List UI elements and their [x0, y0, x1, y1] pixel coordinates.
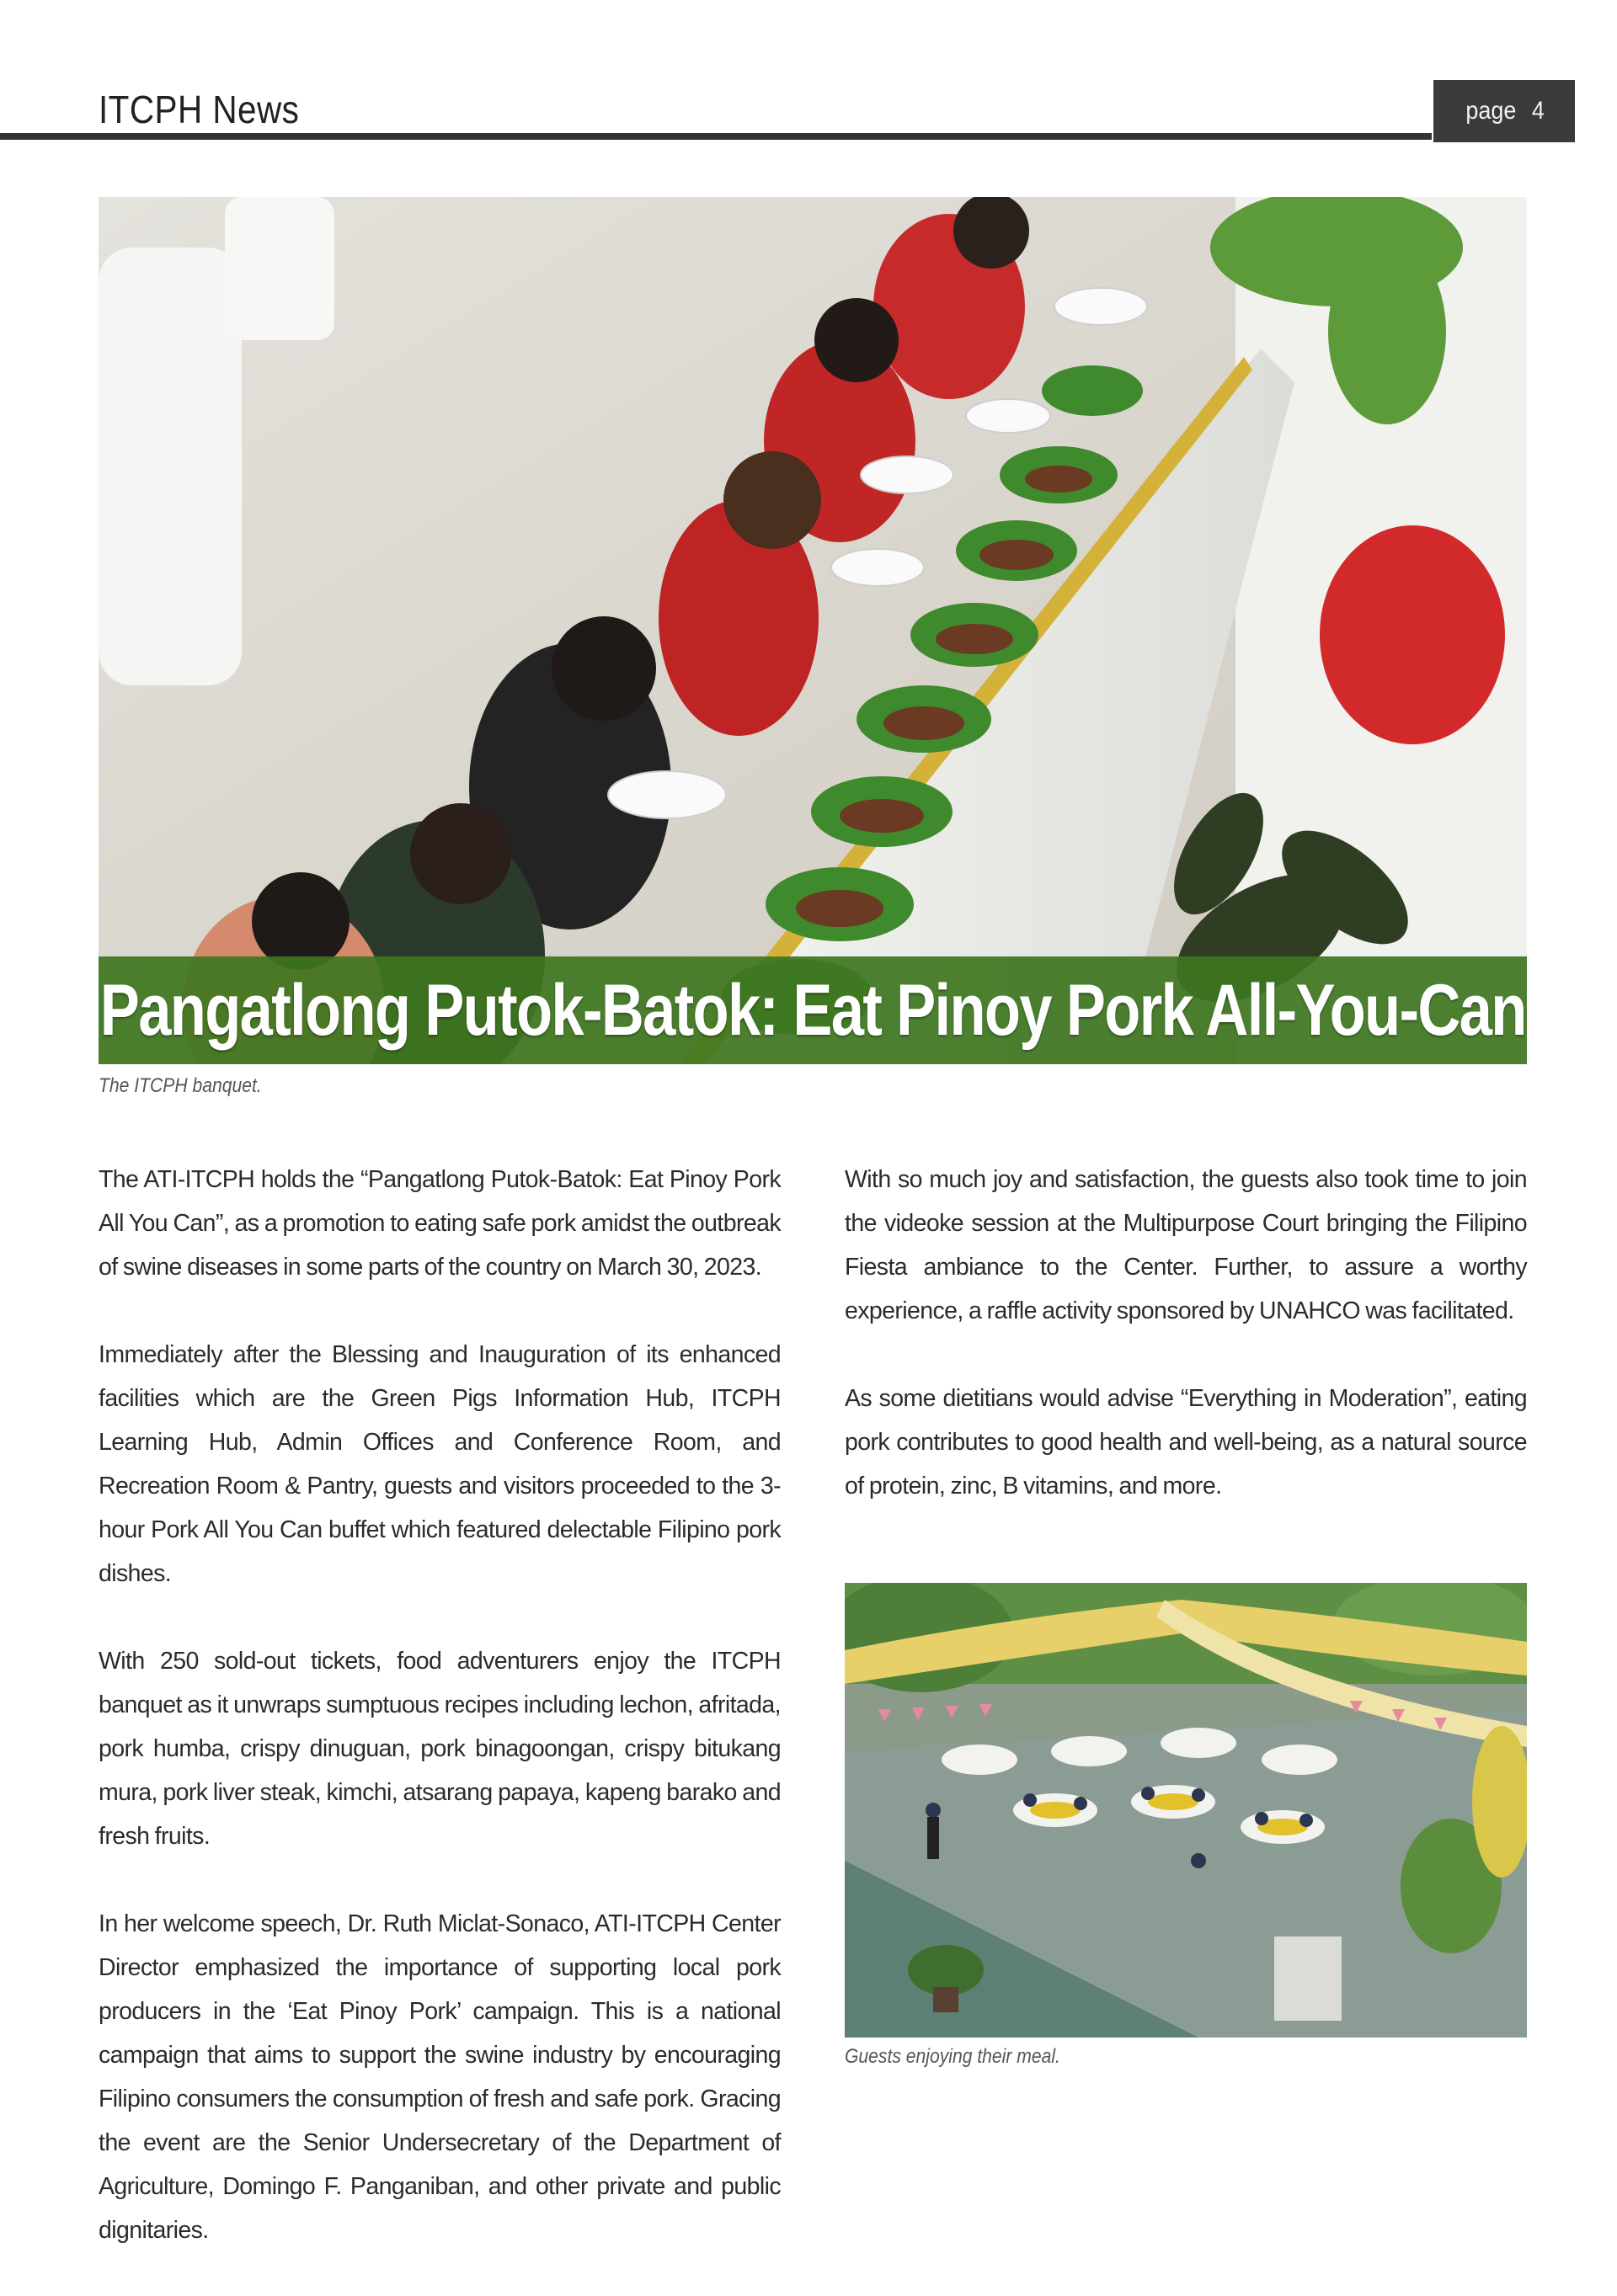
- hero-caption: The ITCPH banquet.: [99, 1074, 262, 1097]
- photo-guests-illustration: [845, 1583, 1527, 2038]
- paragraph: With so much joy and satisfaction, the guests also took time to join the videoke session at the Multipurpose Court bringing the Filipino Fiesta ambiance to the Center. Further, to assure a worthy experience, a raffle activity sponsored by UNAHCO was facilitated.: [845, 1166, 1527, 1324]
- article-left-column: [99, 1158, 781, 2296]
- paragraph: Immediately after the Blessing and Inauguration of its enhanced facilities which are the Green Pigs Information Hub, ITCPH Learning Hub, Admin Offices and Conference Room, and Recreation Room & Pantry, guests and visitors proceeded to the 3-hour Pork All You Can buffet which featured delectable Filipino pork dishes.: [99, 1341, 781, 1587]
- paragraph: With 250 sold-out tickets, food adventurers enjoy the ITCPH banquet as it unwraps sumptuous recipes including lechon, afritada, pork humba, crispy dinuguan, pork binagoongan, crispy bitukang mura, pork liver steak, kimchi, atsarang papaya, kapeng barako and fresh fruits.: [99, 1648, 781, 1850]
- newsletter-title: ITCPH News: [99, 88, 300, 131]
- article-right-column: [845, 1158, 1527, 1552]
- paragraph: As some dietitians would advise “Everything in Moderation”, eating pork contributes to good health and well-being, as a natural source of protein, zinc, B vitamins, and more.: [845, 1385, 1527, 1500]
- page-number: 4: [1531, 97, 1545, 125]
- photo-guests-dining: [845, 1583, 1527, 2038]
- headline-banner: [99, 956, 1527, 1064]
- photo2-caption: Guests enjoying their meal.: [845, 2045, 1060, 2068]
- hero-photo-illustration: [99, 197, 1527, 1064]
- hero-photo-banquet: [99, 197, 1527, 1064]
- page-label: page: [1465, 97, 1517, 125]
- page-number-tab: [1433, 80, 1575, 142]
- header-rule: [0, 133, 1432, 140]
- paragraph: The ATI-ITCPH holds the “Pangatlong Putok-Batok: Eat Pinoy Pork All You Can”, as a promotion to eating safe pork amidst the outbreak of swine diseases in some parts of the country on March 30, 2023.: [99, 1166, 781, 1281]
- article-headline: Pangatlong Putok-Batok: Eat Pinoy Pork All-You-Can: [99, 969, 1526, 1051]
- paragraph: In her welcome speech, Dr. Ruth Miclat-Sonaco, ATI-ITCPH Center Director emphasized the importance of supporting local pork producers in the ‘Eat Pinoy Pork’ campaign. This is a national campaign that aims to support the swine industry by encouraging Filipino consumers the consumption of fresh and safe pork. Gracing the event are the Senior Undersecretary of the Department of Agriculture, Domingo F. Panganiban, and other private and public dignitaries.: [99, 1910, 781, 2244]
